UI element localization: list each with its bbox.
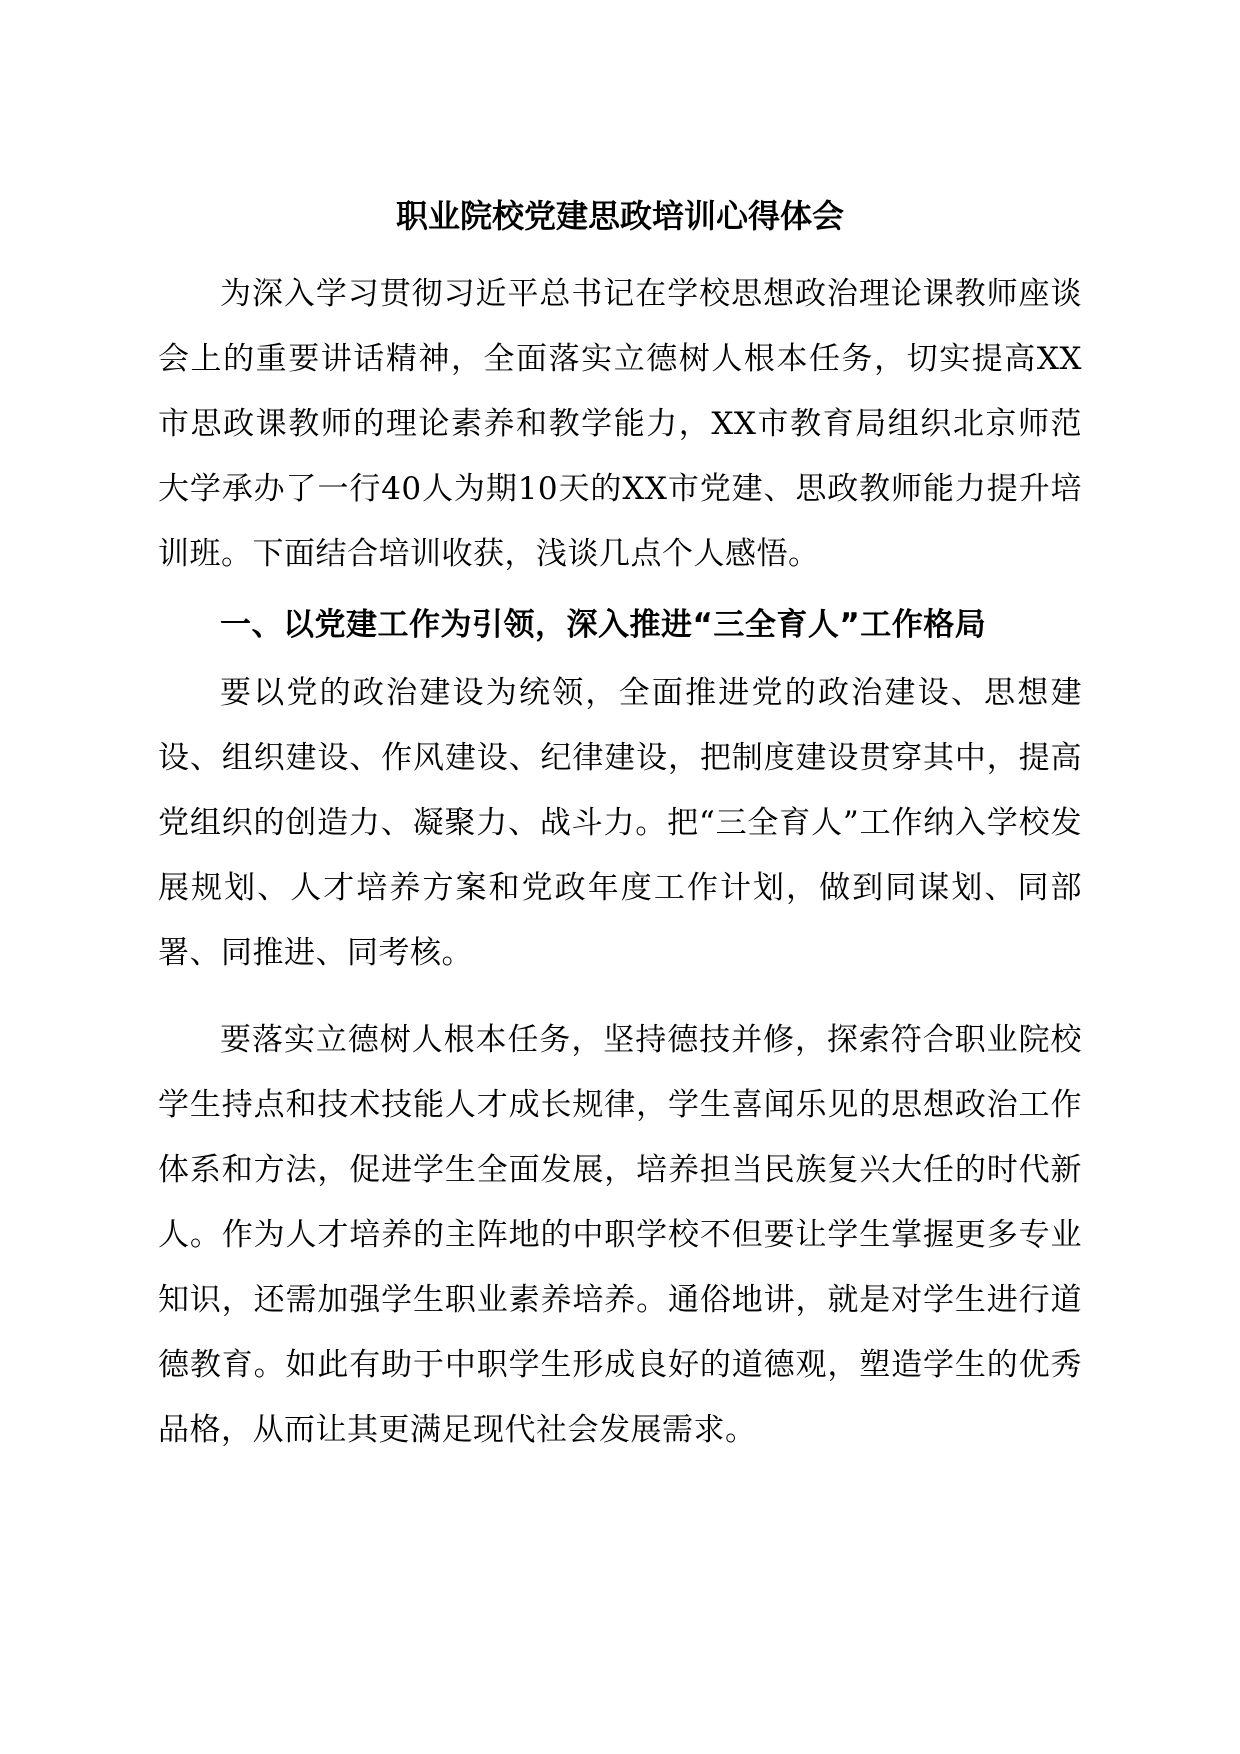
intro-paragraph: 为深入学习贯彻习近平总书记在学校思想政治理论课教师座谈会上的重要讲话精神，全面落实立德树人根本任务，切实提高XX市思政课教师的理论素养和教学能力，XX市教育局组织北京师范大学承办了一行40人为期10天的XX市党建、思政教师能力提升培训班。下面结合培训收获，浅谈几点个人感悟。 (158, 276, 1082, 572)
section-heading: 一、以党建工作为引领，深入推进“三全育人”工作格局 (220, 607, 987, 643)
section-paragraph: 要落实立德树人根本任务，坚持德技并修，探索符合职业院校学生持点和技术技能人才成长规律，学生喜闻乐见的思想政治工作体系和方法，促进学生全面发展，培养担当民族复兴大任的时代新人。作为人才培养的主阵地的中职学校不但要让学生掌握更多专业知识，还需加强学生职业素养培养。通俗地讲，就是对学生进行道德教育。如此有助于中职学生形成良好的道德观，塑造学生的优秀品格，从而让其更满足现代社会发展需求。 (158, 1022, 1082, 1448)
section-paragraph: 要以党的政治建设为统领，全面推进党的政治建设、思想建设、组织建设、作风建设、纪律建设，把制度建设贯穿其中，提高党组织的创造力、凝聚力、战斗力。把“三全育人”工作纳入学校发展规划、人才培养方案和党政年度工作计划，做到同谋划、同部署、同推进、同考核。 (158, 675, 1082, 971)
document-title: 职业院校党建思政培训心得体会 (395, 197, 844, 235)
document-body (158, 188, 1082, 1463)
